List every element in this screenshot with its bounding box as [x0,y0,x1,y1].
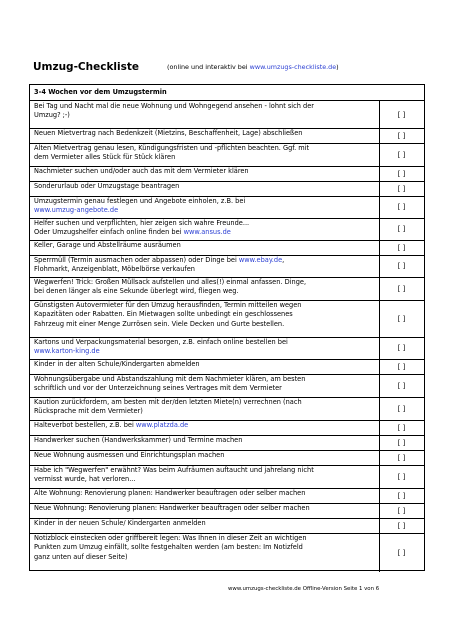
checklist-item [30,240,424,255]
checklist-item-text: Nachmieter suchen und/oder auch das mit dem Vermieter klären [34,167,249,175]
external-link[interactable]: www.karton-king.de [34,347,100,356]
row-divider [30,255,424,256]
external-link[interactable]: www.umzug-angebote.de [34,206,119,215]
page-subtitle [167,62,339,72]
row-divider [30,277,424,278]
row-divider [30,397,424,398]
checklist-table [29,84,425,571]
checklist-item-text: Bei Tag und Nacht mal die neue Wohnung und Wohngegend ansehen - lohnt sich der Umzug? ;-) [34,102,314,120]
row-divider [30,420,424,421]
row-divider [30,196,424,197]
checklist-item [30,397,424,420]
checklist-item-text: Sonderurlaub oder Umzugstage beantragen [34,182,180,190]
footer-site: www.umzugs-checkliste.de [228,586,302,592]
checklist-item-text: Helfer suchen und verpflichten, hier zeigen sich wahre Freunde... Oder Umzugshelfer einfach online finden bei www.ansus.de [34,219,250,237]
checkbox[interactable]: [ ] [397,344,406,352]
checkbox[interactable]: [ ] [397,453,406,462]
checklist-item-text: Kaution zurückfordern, am besten mit der/den letzten Miete(n) verrechnen (nach Rücksprache mit dem Vermieter) [34,398,302,416]
checklist-item-text: Notizblock einstecken oder griffbereit legen: Was Ihnen in dieser Zeit an wichtigen Punkten zum Umzug einfällt, sollte festgehalten werden (am besten: Im Notizfeld ganz unten auf dieser Seite) [34,534,307,561]
checkbox[interactable]: [ ] [397,169,406,178]
checklist-item-text: Günstigsten Autovermieter für den Umzug herausfinden, Termin mitteilen wegen Kapazitäten oder Rabatten. Ein Mietwagen sollte unbedingt ein geschlossenes Fahrzeug mit einer Menge Zurrösen sein. Viele Decken und Gurte bestellen. [34,301,302,328]
checkbox[interactable]: [ ] [397,314,406,323]
checklist-item [30,450,424,465]
row-divider [30,240,424,241]
checklist-item-text: Alten Mietvertrag genau lesen, Kündigungsfristen und -pflichten beachten. Ggf. mit dem Vermieter alles Stück für Stück klären [34,144,310,162]
checklist-item-text: Alte Wohnung: Renovierung planen: Handwerker beauftragen oder selber machen [34,489,306,497]
checkbox[interactable]: [ ] [397,203,406,211]
checklist-item [30,435,424,450]
external-link[interactable]: www.ansus.de [183,228,231,237]
checklist-item-text: Neuen Mietvertrag nach Bedenkzeit (Mietzins, Beschaffenheit, Lage) abschließen [34,129,303,137]
subtitle-link[interactable]: www.umzugs-checkliste.de [249,63,337,71]
row-divider [30,533,424,534]
checkbox[interactable]: [ ] [397,438,406,447]
checkbox[interactable]: [ ] [397,404,406,413]
checklist-item [30,465,424,488]
checkbox[interactable]: [ ] [397,262,406,270]
row-divider [30,143,424,144]
checklist-item [30,196,424,218]
checkbox[interactable]: [ ] [397,423,406,432]
checklist-item [30,359,424,374]
footer-page: Seite 1 von 6 [343,586,380,592]
checkbox[interactable]: [ ] [397,362,406,371]
checklist-item-text: Keller, Garage und Abstellräume ausräumen [34,241,181,249]
checklist-item-text: Handwerker suchen (Handwerkskammer) und Termine machen [34,436,243,444]
checklist-item [30,101,424,128]
checkbox[interactable]: [ ] [397,381,406,390]
checkbox[interactable]: [ ] [397,131,406,140]
checkbox[interactable]: [ ] [397,150,406,159]
row-divider [30,488,424,489]
checklist-item [30,488,424,503]
footer-version: Offline-Version [302,586,342,592]
page-title: Umzug-Checkliste [33,61,140,73]
row-divider [30,435,424,436]
checklist-item-text: Wohnungsübergabe und Abstandszahlung mit dem Nachmieter klären, am besten schriftlich und vor der Unterzeichnung seines Vertrages mit dem Vermieter [34,375,306,393]
checklist-item-text: Kinder in der alten Schule/Kindergarten abmelden [34,360,200,368]
checklist-item-text: Umzugstermin genau festlegen und Angebote einholen, z.B. bei www.umzug-angebote.de [34,197,246,215]
checklist-item [30,503,424,518]
subtitle-prefix: (online und interaktiv bei [167,63,250,71]
row-divider [30,181,424,182]
checklist-item [30,277,424,300]
checklist-item-text: Wegwerfen! Trick: Großen Müllsack aufstellen und alles(!) einmal anfassen. Dinge, bei denen länger als eine Sekunde überlegt wird, fliegen weg. [34,278,307,296]
row-divider [30,300,424,301]
checklist-item [30,300,424,337]
row-divider [30,518,424,519]
checkbox[interactable]: [ ] [397,243,406,252]
checklist-item [30,181,424,196]
checklist-item-text: Habe ich "Wegwerfen" erwähnt? Was beim Aufräumen auftaucht und jahrelang nicht vermisst wurde, hat verloren... [34,466,314,484]
checklist-item [30,128,424,143]
checklist-item [30,374,424,397]
checklist-item [30,420,424,435]
checklist-item [30,218,424,240]
row-divider [30,465,424,466]
checkbox[interactable]: [ ] [397,472,406,481]
checklist-item [30,337,424,359]
checklist-item [30,143,424,166]
row-divider [30,359,424,360]
checklist-item [30,533,424,572]
checkbox[interactable]: [ ] [397,548,406,557]
checklist-item [30,166,424,181]
checklist-item-text: Halteverbot bestellen, z.B. bei www.platzda.de [34,421,189,429]
external-link[interactable]: www.platzda.de [135,421,189,429]
row-divider [30,503,424,504]
checklist-item [30,255,424,277]
external-link[interactable]: www.ebay.de [238,256,283,264]
subtitle-suffix: ) [336,63,339,71]
page-footer [228,585,379,593]
checklist-item [30,518,424,533]
checkbox[interactable]: [ ] [397,506,406,515]
row-divider [30,450,424,451]
checklist-item-text: Sperrmüll (Termin ausmachen oder abpassen) oder Dinge bei www.ebay.de, Flohmarkt, Anzeigenblatt, Möbelbörse verkaufen [34,256,285,274]
title-row [33,60,423,74]
row-divider [30,218,424,219]
row-divider [30,128,424,129]
checkbox[interactable]: [ ] [397,491,406,500]
checklist-item-text: Neue Wohnung ausmessen und Einrichtungsplan machen [34,451,225,459]
checkbox[interactable]: [ ] [397,284,406,293]
checkbox[interactable]: [ ] [397,110,406,119]
checkbox[interactable]: [ ] [397,184,406,193]
row-divider [30,337,424,338]
row-divider [30,166,424,167]
checkbox[interactable]: [ ] [397,521,406,530]
checklist-item-text: Kartons und Verpackungsmaterial besorgen, z.B. einfach online bestellen bei www.karton-king.de [34,338,288,356]
checkbox[interactable]: [ ] [397,225,406,233]
row-divider [30,374,424,375]
checklist-item-text: Kinder in der neuen Schule/ Kindergarten anmelden [34,519,206,527]
section-header: 3-4 Wochen vor dem Umzugstermin [30,85,424,101]
checklist-item-text: Neue Wohnung: Renovierung planen: Handwerker beauftragen oder selber machen [34,504,310,512]
